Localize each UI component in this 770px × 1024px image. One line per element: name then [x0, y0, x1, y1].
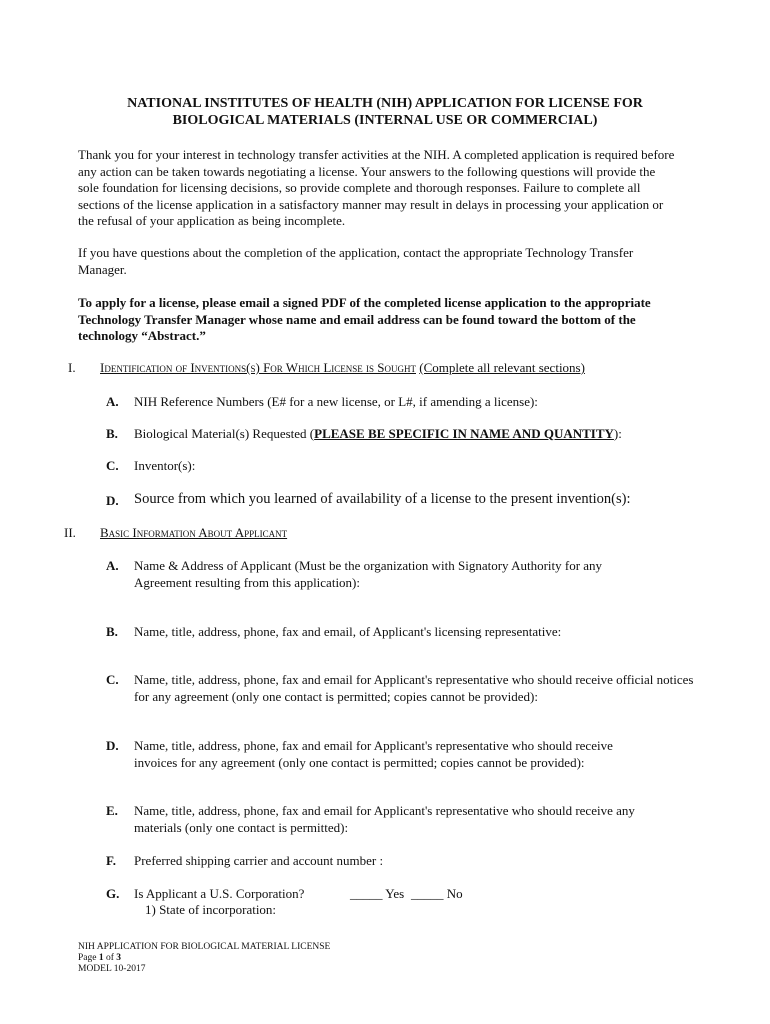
section-2-item-g-text: Is Applicant a U.S. Corporation?	[134, 886, 305, 901]
section-2-item-d-text: Name, title, address, phone, fax and email for Applicant's representative who should receive invoices for any agreement (only one contact is permitted; copies cannot be provided):	[134, 738, 613, 770]
section-2-item-d-letter: D.	[106, 738, 119, 753]
section-1-item-b-letter: B.	[106, 426, 118, 441]
section-1-item-a-text: NIH Reference Numbers (E# for a new license, or L#, if amending a license):	[134, 394, 538, 409]
section-2-item-b-letter: B.	[106, 624, 118, 639]
section-1-item-b-after: ):	[613, 426, 622, 441]
section-2-item-f-letter: F.	[106, 853, 116, 868]
us-corporation-no-field[interactable]: _____ No	[411, 886, 463, 901]
section-2-item-e-letter: E.	[106, 803, 118, 818]
section-1-numeral: I.	[68, 360, 76, 375]
intro-paragraph-2: If you have questions about the completion of the application, contact the appropriate Technology Transfer Manager.	[78, 245, 634, 277]
section-1-item-c-letter: C.	[106, 458, 119, 473]
section-2-heading: Basic Information About Applicant	[100, 525, 288, 540]
section-1-heading: Identification of Inventions(s) For Which License is Sought	[100, 360, 416, 375]
footer-page-total: 3	[116, 953, 122, 963]
section-1-item-a-letter: A.	[106, 394, 119, 409]
section-2-heading-row	[100, 525, 287, 541]
footer-of-label: of	[105, 953, 114, 963]
footer-page-current: 1	[98, 953, 104, 963]
section-2-item-e-text: Name, title, address, phone, fax and email for Applicant's representative who should receive any materials (only one contact is permitted):	[134, 803, 635, 835]
intro-paragraph-1: Thank you for your interest in technology transfer activities at the NIH. A completed application is required before any action can be taken towards negotiating a license. Your answers to the following questions will provide the sole foundation for licensing decisions, so provide complete and thorough responses. Failure to complete all sections of the license application in a satisfactory manner may result in delays in processing your application or the refusal of your application as being incomplete.	[78, 147, 675, 228]
footer-page-label: Page	[78, 953, 97, 963]
footer	[78, 942, 330, 975]
section-1-item-b-emphasis: PLEASE BE SPECIFIC IN NAME AND QUANTITY	[314, 426, 614, 441]
section-2-item-f-text: Preferred shipping carrier and account number :	[134, 853, 384, 868]
section-1-note: (Complete all relevant sections)	[419, 360, 585, 375]
section-1-heading-row	[100, 360, 585, 376]
section-1-item-d-text: Source from which you learned of availability of a license to the present invention(s):	[134, 491, 631, 507]
section-2-item-a-text: Name & Address of Applicant (Must be the organization with Signatory Authority for any Agreement resulting from this application):	[134, 558, 603, 590]
section-1-item-c-text: Inventor(s):	[134, 458, 196, 473]
section-2-item-c-text: Name, title, address, phone, fax and email for Applicant's representative who should receive official notices for any agreement (only one contact is permitted; copies cannot be provided):	[134, 672, 694, 704]
section-2-item-g-letter: G.	[106, 886, 120, 901]
section-2-item-c-letter: C.	[106, 672, 119, 687]
footer-document-name: NIH APPLICATION FOR BIOLOGICAL MATERIAL LICENSE	[78, 942, 331, 952]
section-1-item-b-text	[134, 425, 622, 442]
footer-model: MODEL 10-2017	[78, 964, 146, 974]
section-1-item-d-letter: D.	[106, 493, 119, 508]
footer-page-number	[78, 953, 330, 964]
section-2-item-a-letter: A.	[106, 558, 119, 573]
title-line-2: BIOLOGICAL MATERIALS (INTERNAL USE OR COMMERCIAL)	[172, 113, 598, 128]
section-2-numeral: II.	[64, 525, 76, 540]
title-line-1: NATIONAL INSTITUTES OF HEALTH (NIH) APPLICATION FOR LICENSE FOR	[127, 96, 643, 111]
document-title	[0, 95, 770, 129]
state-of-incorporation-label: 1) State of incorporation:	[145, 902, 277, 917]
us-corporation-yes-field[interactable]: _____ Yes	[350, 886, 405, 901]
section-1-item-b-before: Biological Material(s) Requested (	[134, 426, 315, 441]
intro-paragraph-3: To apply for a license, please email a signed PDF of the completed license application to the appropriate Technology Transfer Manager whose name and email address can be found toward the bottom of the technology “Abstract.”	[78, 295, 651, 343]
section-2-item-b-text: Name, title, address, phone, fax and email, of Applicant's licensing representative:	[134, 624, 562, 639]
